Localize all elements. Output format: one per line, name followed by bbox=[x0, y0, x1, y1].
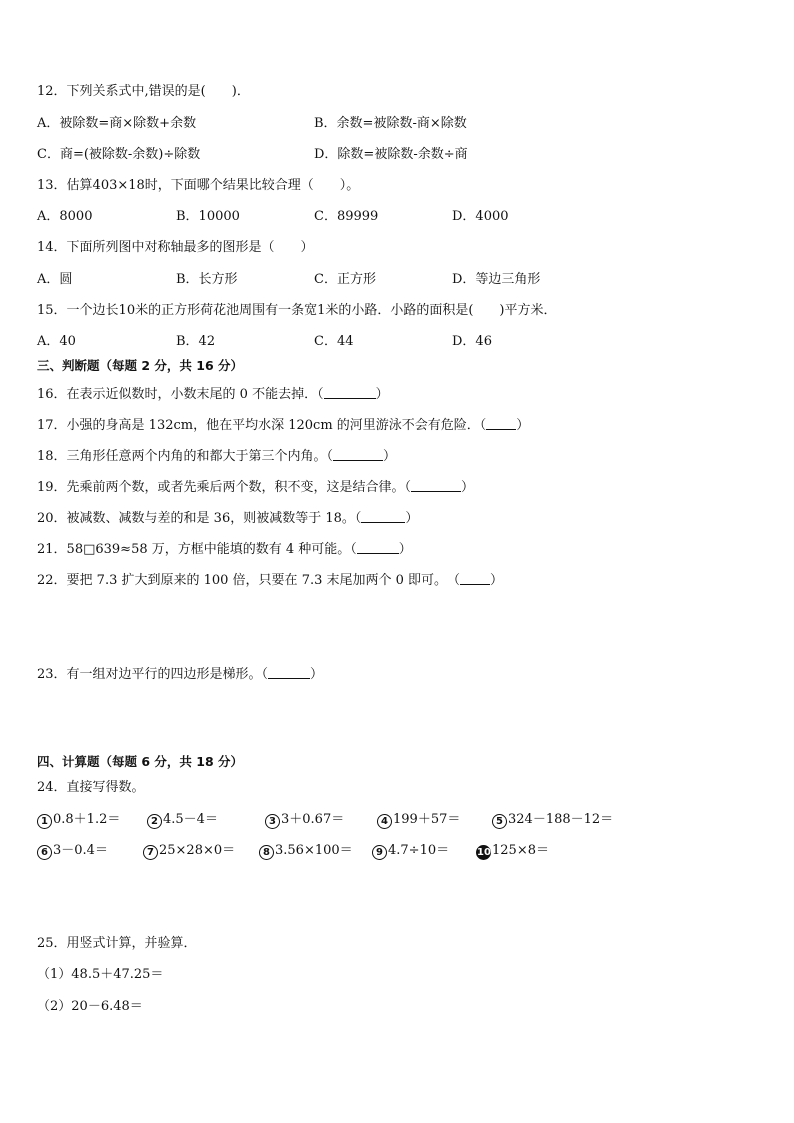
q14-option-c: C．正方形 bbox=[314, 272, 376, 287]
circled-number-5: 5 bbox=[492, 814, 507, 829]
circled-number-4: 4 bbox=[377, 814, 392, 829]
q14-option-b: B．长方形 bbox=[176, 272, 238, 287]
tf-question-21: 21．58□639≈58 万，方框中能填的数有 4 种可能。（ ） bbox=[37, 542, 412, 557]
answer-blank[interactable] bbox=[333, 448, 383, 461]
question-14-stem: 14．下面所列图中对称轴最多的图形是（ ） bbox=[37, 240, 314, 255]
question-12-stem: 12．下列关系式中,错误的是( )． bbox=[37, 84, 250, 99]
answer-blank[interactable] bbox=[324, 386, 376, 399]
tf-question-17: 17．小强的身高是 132cm，他在平均水深 120cm 的河里游泳不会有危险．（ ） bbox=[37, 418, 530, 433]
calc-item-5: 5 324－188－12＝ bbox=[492, 812, 613, 829]
calc-item-7: 7 25×28×0＝ bbox=[143, 843, 235, 860]
section-3-heading: 三、判断题（每题 2 分，共 16 分） bbox=[37, 358, 244, 373]
question-25-part-1: （1）48.5＋47.25＝ bbox=[37, 967, 164, 982]
circled-number-9: 9 bbox=[372, 845, 387, 860]
q15-option-b: B．42 bbox=[176, 334, 216, 349]
calc-item-2: 2 4.5－4＝ bbox=[147, 812, 218, 829]
calc-item-6: 6 3－0.4＝ bbox=[37, 843, 108, 860]
question-15-stem: 15．一个边长10米的正方形荷花池周围有一条宽1米的小路．小路的面积是( )平方米． bbox=[37, 303, 557, 318]
tf-question-16: 16．在表示近似数时，小数末尾的 0 不能去掉．（ ） bbox=[37, 387, 389, 402]
circled-number-6: 6 bbox=[37, 845, 52, 860]
calc-item-10: 10125×8＝ bbox=[477, 843, 549, 858]
question-24-stem: 24．直接写得数。 bbox=[37, 780, 145, 795]
q14-option-d: D．等边三角形 bbox=[452, 272, 541, 287]
tf-question-22: 22．要把 7.3 扩大到原来的 100 倍，只要在 7.3 末尾加两个 0 即可。 （ ） bbox=[37, 573, 504, 588]
q14-option-a: A．圆 bbox=[37, 272, 73, 287]
answer-blank[interactable] bbox=[361, 510, 405, 523]
answer-blank[interactable] bbox=[486, 417, 516, 430]
circled-number-10: 10 bbox=[477, 847, 491, 858]
circled-number-7: 7 bbox=[143, 845, 158, 860]
q15-option-c: C．44 bbox=[314, 334, 354, 349]
tf-question-18: 18．三角形任意两个内角的和都大于第三个内角。（ ） bbox=[37, 449, 397, 464]
q12-option-b: B．余数=被除数-商×除数 bbox=[314, 116, 467, 131]
calc-item-1: 1 0.8＋1.2＝ bbox=[37, 812, 120, 829]
q12-option-c: C．商=(被除数-余数)÷除数 bbox=[37, 147, 201, 162]
answer-blank[interactable] bbox=[460, 572, 490, 585]
q13-option-d: D．4000 bbox=[452, 209, 509, 224]
tf-question-19: 19．先乘前两个数，或者先乘后两个数，积不变，这是结合律。（ ） bbox=[37, 480, 475, 495]
circled-number-3: 3 bbox=[265, 814, 280, 829]
circled-number-1: 1 bbox=[37, 814, 52, 829]
question-25-part-2: （2）20－6.48＝ bbox=[37, 999, 143, 1014]
calc-item-3: 3 3＋0.67＝ bbox=[265, 812, 344, 829]
answer-blank[interactable] bbox=[411, 479, 461, 492]
q13-option-c: C．89999 bbox=[314, 209, 379, 224]
tf-question-23: 23．有一组对边平行的四边形是梯形。（ ） bbox=[37, 667, 324, 682]
q12-option-a: A．被除数=商×除数+余数 bbox=[37, 116, 197, 131]
tf-question-20: 20．被减数、减数与差的和是 36，则被减数等于 18。（ ） bbox=[37, 511, 419, 526]
section-4-heading: 四、计算题（每题 6 分，共 18 分） bbox=[37, 754, 244, 769]
calc-item-4: 4 199＋57＝ bbox=[377, 812, 460, 829]
answer-blank[interactable] bbox=[268, 666, 310, 679]
circled-number-2: 2 bbox=[147, 814, 162, 829]
circled-number-8: 8 bbox=[259, 845, 274, 860]
q13-option-b: B．10000 bbox=[176, 209, 240, 224]
question-13-stem: 13．估算403×18时，下面哪个结果比较合理（ ）。 bbox=[37, 178, 360, 193]
question-25-stem: 25．用竖式计算，并验算． bbox=[37, 936, 197, 951]
calc-item-8: 8 3.56×100＝ bbox=[259, 843, 353, 860]
q15-option-d: D．46 bbox=[452, 334, 492, 349]
q12-option-d: D．除数=被除数-余数÷商 bbox=[314, 147, 468, 162]
q13-option-a: A．8000 bbox=[37, 209, 93, 224]
calc-item-9: 9 4.7÷10＝ bbox=[372, 843, 449, 860]
q15-option-a: A．40 bbox=[37, 334, 76, 349]
answer-blank[interactable] bbox=[357, 541, 399, 554]
